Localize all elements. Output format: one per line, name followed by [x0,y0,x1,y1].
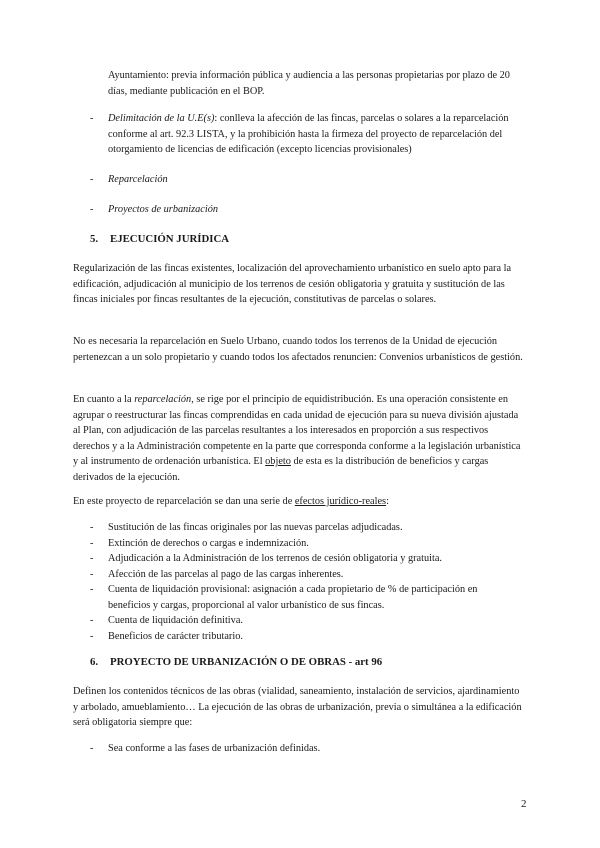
bullet-text: : conlleva la afección de las fincas, parcelas o solares a la reparcelación conforme al art. 92.3 LISTA, y la prohibición hasta la firmeza del proyecto de reparcelación del otorgamiento de licencias de edificación (excepto licencias provisionales) [108,113,509,155]
dash-marker: - [90,743,94,754]
bullet-item [90,741,520,757]
bullet-italic: Delimitación de la U.E(s) [108,113,215,124]
effects-list [90,520,520,644]
page-number: 2 [521,798,527,810]
underlined-term: efectos jurídico-reales [294,496,387,507]
italic-term: reparcelación [134,394,192,405]
dash-marker: - [90,204,94,215]
bullet-text: Sea conforme a las fases de urbanización definidas. [108,743,321,754]
list-item: - Cuenta de liquidación provisional: asignación a cada propietario de % de participación en beneficios y cargas, proporcional al valor urbanístico de sus fincas. [90,584,478,611]
bullet-italic: Reparcelación [108,174,168,185]
section-title: EJECUCIÓN JURÍDICA [110,233,230,245]
section-title: PROYECTO DE URBANIZACIÓN O DE OBRAS - art 96 [110,656,383,668]
section-heading-5 [90,232,229,248]
paragraph: No es necesaria la reparcelación en Suelo Urbano, cuando todos los terrenos de la Unidad de ejecución pertenezcan a un solo propietario y cuando todos los afectados renuncien: Convenios urbanísticos de gestión. [73,336,523,363]
underlined-term: objeto [265,456,291,467]
list-item: - Adjudicación a la Administración de los terrenos de cesión obligatoria y gratuita. [90,553,442,564]
paragraph: En este proyecto de reparcelación se dan una serie de efectos jurídico-reales: [73,496,389,507]
bullet-italic: Proyectos de urbanización [108,204,219,215]
section-number: 6. [90,656,99,668]
list-item: - Afección de las parcelas al pago de las cargas inherentes. [90,568,344,580]
section-number: 5. [90,233,99,245]
bullet-item [90,111,520,158]
paragraph: Definen los contenidos técnicos de las obras (vialidad, saneamiento, instalación de servicios, ajardinamiento y arbolado, amueblamiento… La ejecución de las obras de urbanización, previa o simultánea a la edificación será obligatoria siempre que: [73,686,522,728]
list-item: - Beneficios de carácter tributario. [90,630,243,642]
list-item: - Cuenta de liquidación definitiva. [90,615,243,626]
continuation-paragraph: Ayuntamiento: previa información pública y audiencia a las personas propietarias por plazo de 20 días, mediante publicación en el BOP. [108,70,510,97]
list-item: - Extinción de derechos o cargas e indemnización. [90,537,309,549]
bullet-item [90,202,520,218]
section-heading-6 [90,655,382,671]
dash-marker: - [90,113,94,124]
dash-marker: - [90,174,94,185]
list-item: - Sustitución de las fincas originales por las nuevas parcelas adjudicadas. [90,522,403,533]
paragraph: En cuanto a la reparcelación, se rige por el principio de equidistribución. Es una operación consistente en agrupar o reestructurar las fincas comprendidas en cada unidad de ejecución para su nueva división ajustada al Plan, con adjudicación de las parcelas resultantes a los interesados en proporción a sus respectivos derechos y a la Administración competente en la parte que corresponda conforme a la legislación urbanística y al instrumento de ordenación urbanística. El objeto de esta es la distribución de beneficios y cargas derivados de la ejecución. [73,394,521,483]
paragraph: Regularización de las fincas existentes, localización del aprovechamiento urbanístico en suelo apto para la edificación, adjudicación al municipio de los terrenos de cesión obligatoria y gratuita y sustitución de las fincas iniciales por fincas resultantes de la ejecución, constitutivas de parcelas o solares. [73,263,512,305]
bullet-item [90,172,520,188]
